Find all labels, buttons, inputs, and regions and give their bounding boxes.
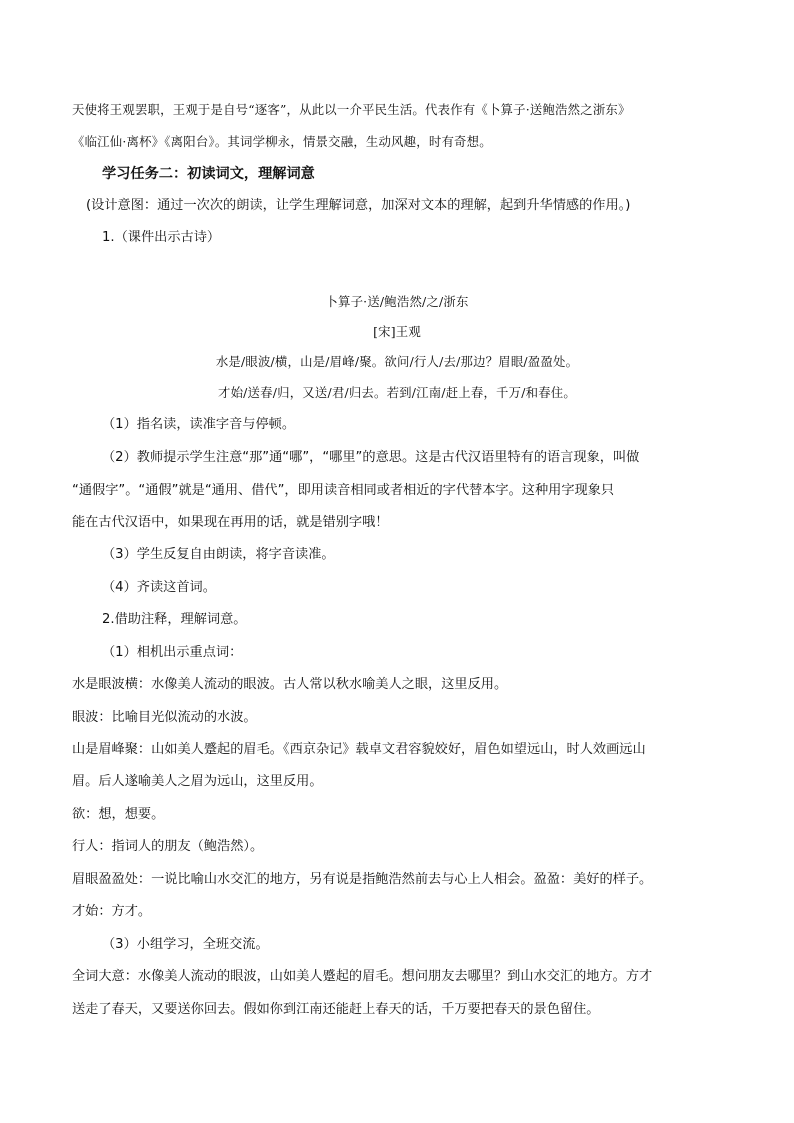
note-2: 眼波：比喻目光似流动的水波。 bbox=[72, 710, 257, 725]
poem-line-1: 水是/眼波/横，山是/眉峰/聚。欲问/行人/去/那边？眉眼/盈盈处。 bbox=[215, 354, 579, 369]
summary-line-2: 送走了春天，又要送你回去。假如你到江南还能赶上春天的话，千万要把春天的景色留住。 bbox=[72, 1002, 600, 1017]
section-2-sub-3: （3）小组学习，全班交流。 bbox=[102, 937, 269, 952]
task-heading: 学习任务二：初读词文，理解词意 bbox=[102, 166, 315, 182]
note-6: 眉眼盈盈处：一说比喻山水交汇的地方，另有说是指鲍浩然前去与心上人相会。盈盈：美好的样子。 bbox=[72, 872, 653, 887]
item-1-label: 1.（课件出示古诗） bbox=[102, 230, 221, 245]
intro-line-1: 天使将王观罢职，王观于是自号“逐客”，从此以一介平民生活。代表作有《卜算子·送鲍浩然之浙东》 bbox=[72, 102, 631, 117]
note-1: 水是眼波横：水像美人流动的眼波。古人常以秋水喻美人之眼，这里反用。 bbox=[72, 677, 508, 692]
poem-line-2: 才始/送春/归，又送/君/归去。若到/江南/赶上春，千万/和春住。 bbox=[218, 385, 576, 400]
step-2-line-1: （2）教师提示学生注意“那”通“哪”，“哪里”的意思。这是古代汉语里特有的语言现象，叫做 bbox=[102, 450, 640, 465]
note-3-line-1: 山是眉峰聚：山如美人蹙起的眉毛。《西京杂记》载卓文君容貌姣好，眉色如望远山，时人效画远山 bbox=[72, 742, 646, 757]
intro-line-2: 《临江仙·离杯》《离阳台》。其词学柳永，情景交融，生动风趣，时有奇想。 bbox=[72, 134, 492, 149]
note-3-line-2: 眉。后人遂喻美人之眉为远山，这里反用。 bbox=[72, 774, 323, 789]
note-5: 行人：指词人的朋友（鲍浩然）。 bbox=[72, 839, 264, 854]
note-4: 欲：想，想要。 bbox=[72, 807, 165, 822]
summary-line-1: 全词大意：水像美人流动的眼波，山如美人蹙起的眉毛。想问朋友去哪里？到山水交汇的地方。方才 bbox=[72, 969, 653, 984]
step-3: （3）学生反复自由朗读，将字音读准。 bbox=[102, 547, 335, 562]
section-2-sub-1: （1）相机出示重点词： bbox=[102, 645, 243, 660]
note-7: 才始：方才。 bbox=[72, 904, 152, 919]
step-2-line-2: “通假字”。“通假”就是“通用、借代”，即用读音相同或者相近的字代替本字。这种用字现象只 bbox=[72, 483, 615, 498]
step-1: （1）指名读，读准字音与停顿。 bbox=[102, 417, 296, 432]
section-2-heading: 2.借助注释，理解词意。 bbox=[102, 612, 247, 627]
poem-author: [宋]王观 bbox=[373, 324, 421, 339]
poem-title: 卜算子·送/鲍浩然/之/浙东 bbox=[325, 294, 469, 309]
step-2-line-3: 能在古代汉语中，如果现在再用的话，就是错别字哦！ bbox=[72, 515, 389, 530]
step-4: （4）齐读这首词。 bbox=[102, 580, 216, 595]
design-intent: (设计意图：通过一次次的朗读，让学生理解词意，加深对文本的理解，起到升华情感的作用。) bbox=[86, 198, 631, 213]
